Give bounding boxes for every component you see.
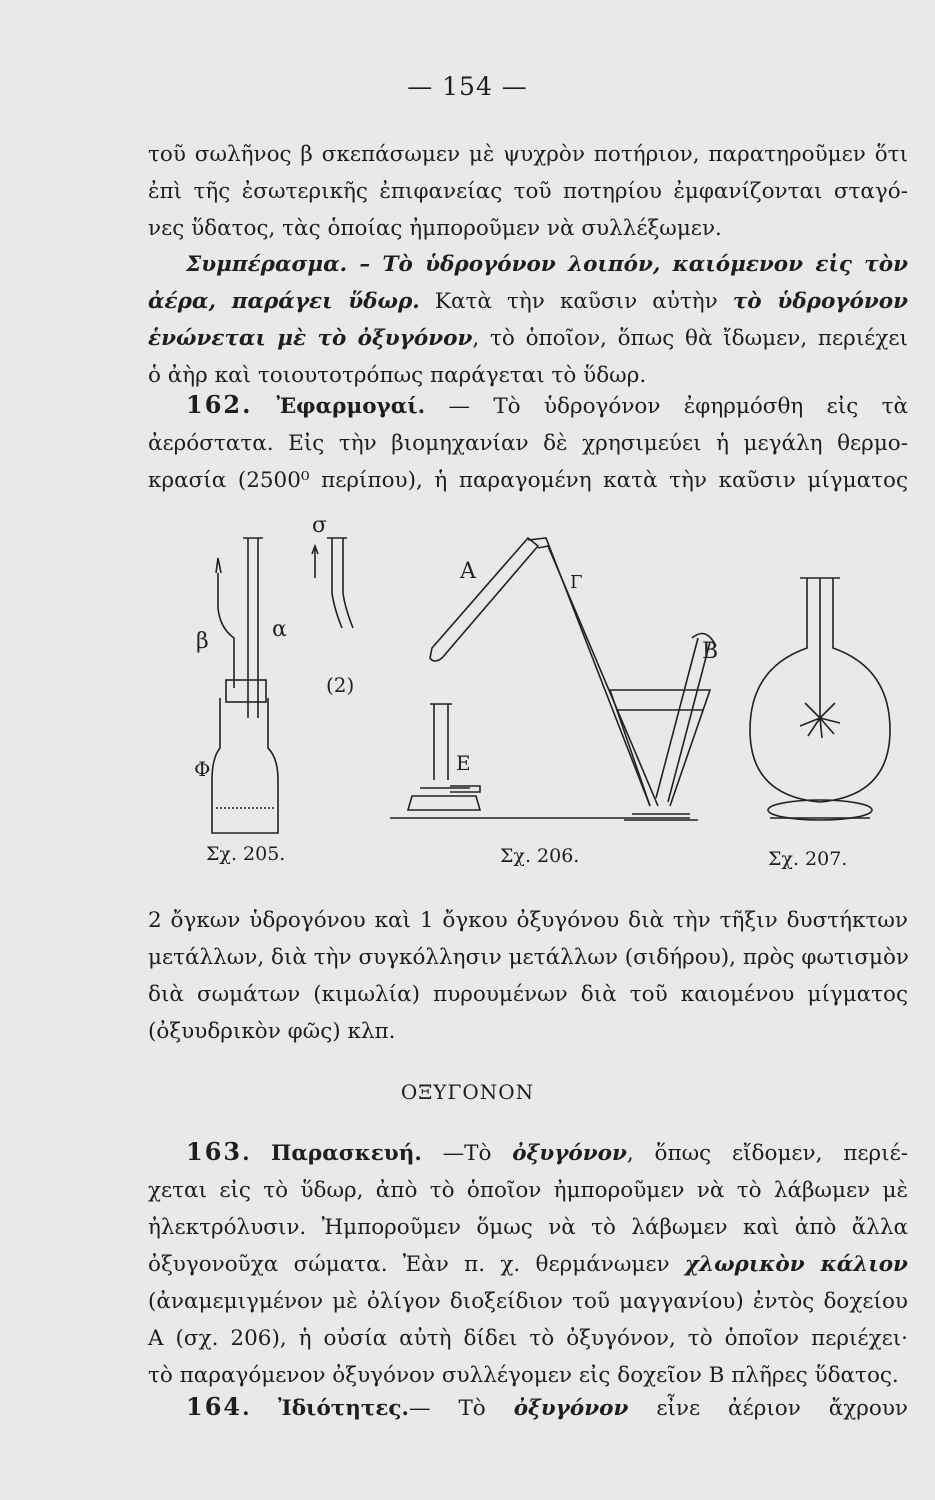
section-heading: Ἐφαρμογαί. xyxy=(252,394,426,419)
text-line: κρασία (2500⁰ περίπου), ἡ παραγομένη κατὰ τὴν καῦσιν μίγματος xyxy=(148,468,908,493)
text-run: — Τὸ xyxy=(409,1396,514,1421)
label-sigma: σ xyxy=(312,518,328,538)
figures-illustration xyxy=(150,518,910,858)
fig206-apparatus xyxy=(390,538,719,820)
text-line: ἠλεκτρόλυσιν. Ἠμποροῦμεν ὅμως νὰ τὸ λάβωμεν καὶ ἀπὸ ἄλλα xyxy=(148,1215,908,1240)
label-E: Ε xyxy=(456,751,471,775)
label-two: (2) xyxy=(326,673,355,697)
text-run: , τὸ ὁποῖον, ὅπως θὰ ἴδωμεν, περιέχει xyxy=(472,326,908,351)
paragraph-163 xyxy=(148,1133,908,1394)
section-number: 163 xyxy=(186,1137,243,1166)
paragraph-164 xyxy=(148,1388,908,1427)
text-line xyxy=(148,283,908,320)
text-line: 2 ὄγκων ὑδρογόνου καὶ 1 ὄγκου ὀξυγόνου διὰ τὴν τῆξιν δυστήκτων xyxy=(148,908,908,933)
text-run: Κατὰ τὴν καῦσιν αὐτὴν xyxy=(419,289,733,314)
paragraph-162 xyxy=(148,386,908,499)
paragraph-conclusion xyxy=(148,246,908,394)
text-line: νες ὕδατος, τὰς ὁποίας ἠμποροῦμεν νὰ συλλέξωμεν. xyxy=(148,216,722,241)
fig207-apparatus xyxy=(750,578,890,820)
text-line: τὸ παραγόμενον ὀξυγόνον συλλέγομεν εἰς δοχεῖον Β πλῆρες ὕδατος. xyxy=(148,1363,899,1388)
section-number: 162. xyxy=(186,390,253,419)
text-run: —Τὸ xyxy=(421,1141,513,1166)
section-title: ΟΞΥΓΟΝΟΝ xyxy=(400,1080,535,1104)
text-line: διὰ σωμάτων (κιμωλία) πυρουμένων διὰ τοῦ καιομένου μίγματος xyxy=(148,982,908,1007)
text-line xyxy=(148,1133,908,1172)
text-line: ἐπὶ τῆς ἐσωτερικῆς ἐπιφανείας τοῦ ποτηρίου ἐμφανίζονται σταγό- xyxy=(148,179,908,204)
text-line xyxy=(148,320,908,357)
paragraph-continuation xyxy=(148,136,908,247)
text-line: τοῦ σωλῆνος β σκεπάσωμεν μὲ ψυχρὸν ποτήριον, παρατηροῦμεν ὅτι xyxy=(148,142,908,167)
text-line xyxy=(148,1388,908,1427)
figure-caption-205: Σχ. 205. xyxy=(206,843,286,865)
label-B: Β xyxy=(702,639,719,664)
section-heading: . Ἰδιότητες. xyxy=(242,1396,410,1421)
figure-caption-206: Σχ. 206. xyxy=(500,845,580,867)
text-line: ὁ ἀὴρ καὶ τοιουτοτρόπως παράγεται τὸ ὕδωρ. xyxy=(148,363,647,388)
emphasis: ἀέρα, παράγει ὕδωρ. xyxy=(148,289,420,314)
figure-caption-207: Σχ. 207. xyxy=(768,848,848,870)
text-run: — Τὸ ὑδρογόνον ἐφηρμόσθη εἰς τὰ xyxy=(425,394,908,419)
emphasis: χλωρικὸν κάλιον xyxy=(684,1252,908,1277)
text-line: Α (σχ. 206), ἡ οὐσία αὐτὴ δίδει τὸ ὀξυγόνον, τὸ ὁποῖον περιέχει· xyxy=(148,1326,908,1351)
text-line xyxy=(148,1246,908,1283)
text-line: χεται εἰς τὸ ὕδωρ, ἀπὸ τὸ ὁποῖον ἠμποροῦμεν νὰ τὸ λάβωμεν μὲ xyxy=(148,1178,908,1203)
emphasis: ὀξυγόνον xyxy=(512,1141,627,1166)
label-alpha: α xyxy=(272,617,287,642)
label-gamma: Γ xyxy=(570,572,583,593)
text-line xyxy=(148,386,908,425)
paragraph-162-continued xyxy=(148,902,908,1050)
section-number: 164 xyxy=(186,1392,243,1421)
text-run: , ὅπως εἴδομεν, περιέ- xyxy=(626,1141,909,1166)
emphasis: ὀξυγόνον xyxy=(513,1396,629,1421)
emphasis: ἑνώνεται μὲ τὸ ὀξυγόνον xyxy=(148,326,473,351)
figures-row xyxy=(150,518,910,858)
text-run: εἶνε ἀέριον ἄχρουν xyxy=(628,1396,909,1421)
label-A: Α xyxy=(460,559,476,584)
text-line: ἀερόστατα. Εἰς τὴν βιομηχανίαν δὲ χρησιμεύει ἡ μεγάλη θερμο- xyxy=(148,431,908,456)
section-heading: . Παρασκευή. xyxy=(242,1141,422,1166)
text-run: ὀξυγονοῦχα σώματα. Ἐὰν π. χ. θερμάνωμεν xyxy=(148,1252,685,1277)
emphasis: τὸ ὑδρογόνον xyxy=(732,289,909,314)
label-phi: Φ xyxy=(194,757,211,781)
text-line: Συμπέρασμα. – Τὸ ὑδρογόνον λοιπόν, καιόμενον εἰς τὸν xyxy=(186,252,908,277)
text-line: (ἀναμεμιγμένον μὲ ὀλίγον διοξείδιον τοῦ μαγγανίου) ἐντὸς δοχείου xyxy=(148,1289,908,1314)
text-line: μετάλλων, διὰ τὴν συγκόλλησιν μετάλλων (σιδήρου), πρὸς φωτισμὸν xyxy=(148,945,909,970)
text-line: (ὀξυυδρικὸν φῶς) κλπ. xyxy=(148,1019,396,1044)
page-number: — 154 — xyxy=(407,72,528,101)
label-beta: β xyxy=(196,629,209,654)
